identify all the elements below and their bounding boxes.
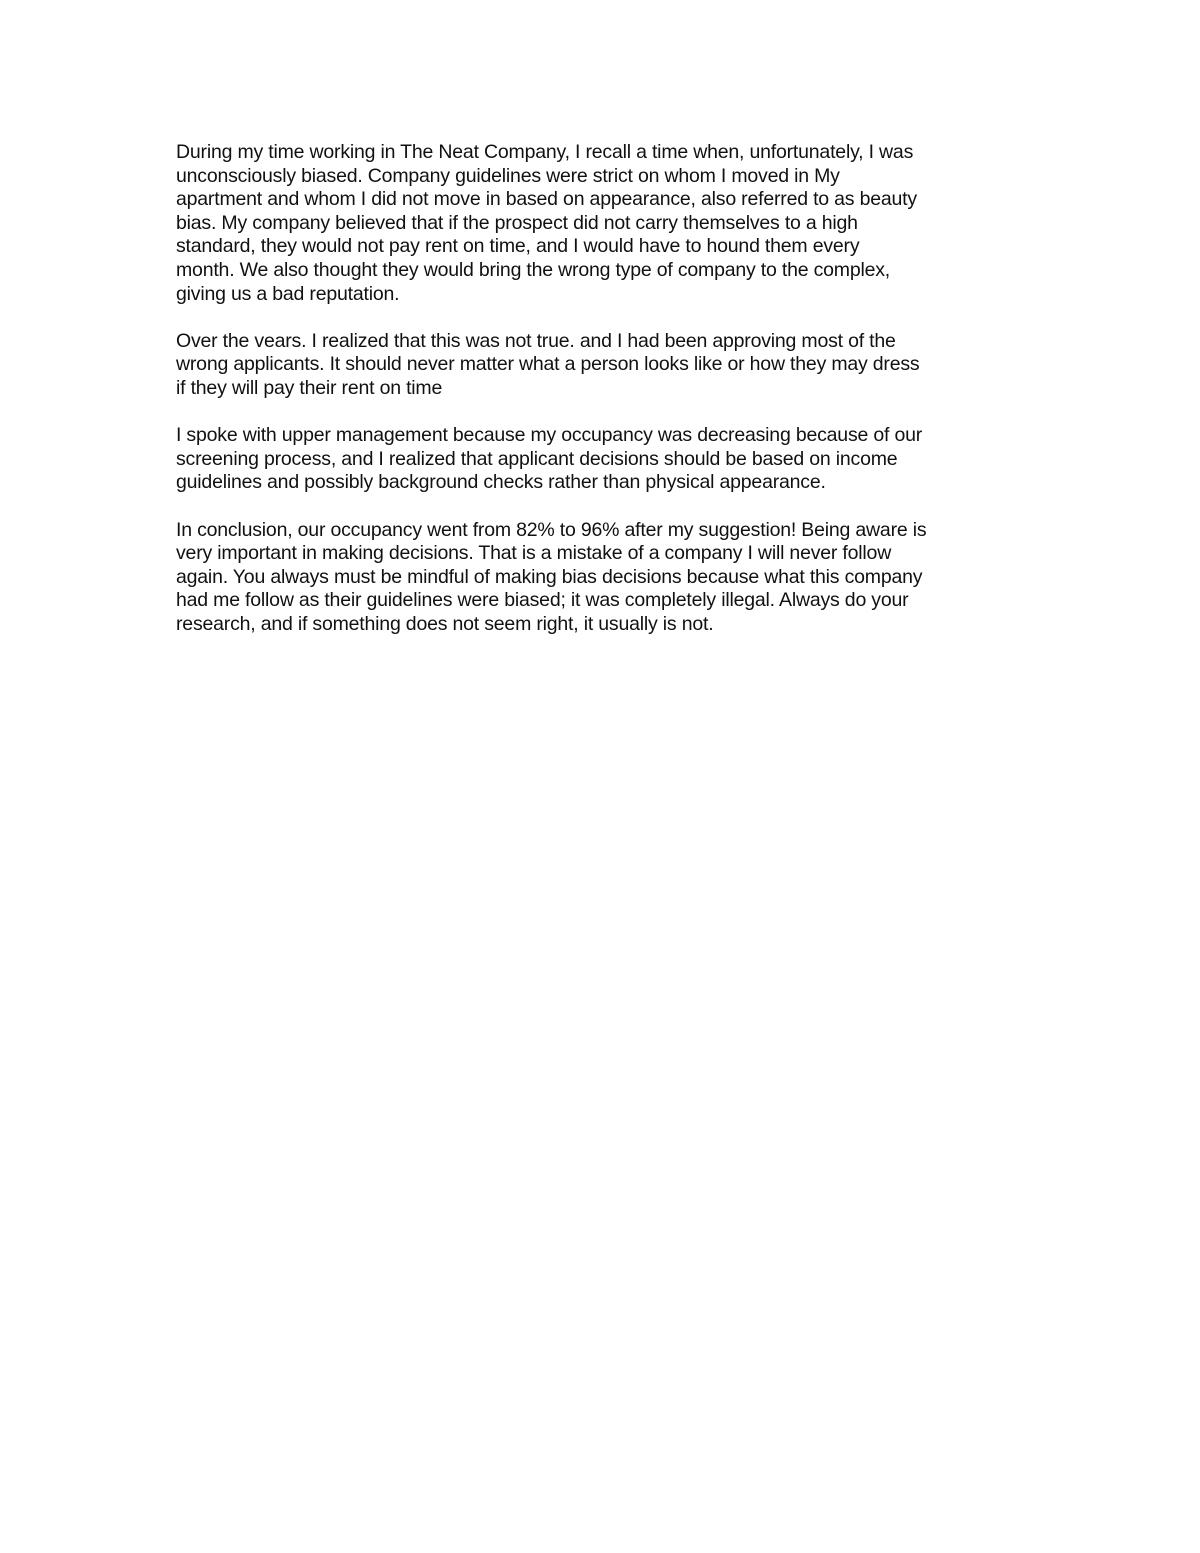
text-line: bias. My company believed that if the prospect did not carry themselves to a high — [176, 211, 858, 234]
text-line: I spoke with upper management because my occupancy was decreasing because of our — [176, 424, 923, 447]
text-line: guidelines and possibly background checks rather than physical appearance. — [176, 471, 826, 494]
text-line: Over the vears. I realized that this was not true. and I had been approving most of the — [176, 329, 896, 352]
text-line: During my time working in The Neat Company, I recall a time when, unfortunately, I was — [176, 141, 914, 163]
text-line: had me follow as their guidelines were biased; it was completely illegal. Always do your — [176, 589, 909, 612]
paragraph-1 — [176, 141, 1026, 306]
document-body — [176, 141, 1026, 660]
text-line: very important in making decisions. That is a mistake of a company I will never follow — [176, 542, 892, 565]
text-line: standard, they would not pay rent on time, and I would have to hound them every — [176, 235, 860, 258]
text-line: In conclusion, our occupancy went from 82% to 96% after my suggestion! Being aware is — [176, 518, 927, 541]
text-line: if they will pay their rent on time — [176, 376, 443, 399]
paragraph-4 — [176, 519, 1026, 637]
text-line: unconsciously biased. Company guidelines were strict on whom I moved in My — [176, 164, 840, 187]
text-line: again. You always must be mindful of making bias decisions because what this company — [176, 565, 923, 588]
text-line: month. We also thought they would bring the wrong type of company to the complex, — [176, 258, 891, 281]
text-line: research, and if something does not seem right, it usually is not. — [176, 612, 714, 635]
text-line: apartment and whom I did not move in based on appearance, also referred to as beauty — [176, 188, 917, 211]
text-line: screening process, and I realized that applicant decisions should be based on income — [176, 447, 898, 470]
paragraph-2 — [176, 330, 1026, 401]
text-line: giving us a bad reputation. — [176, 282, 400, 305]
paragraph-3 — [176, 424, 1026, 495]
text-line: wrong applicants. It should never matter what a person looks like or how they may dress — [176, 353, 920, 376]
